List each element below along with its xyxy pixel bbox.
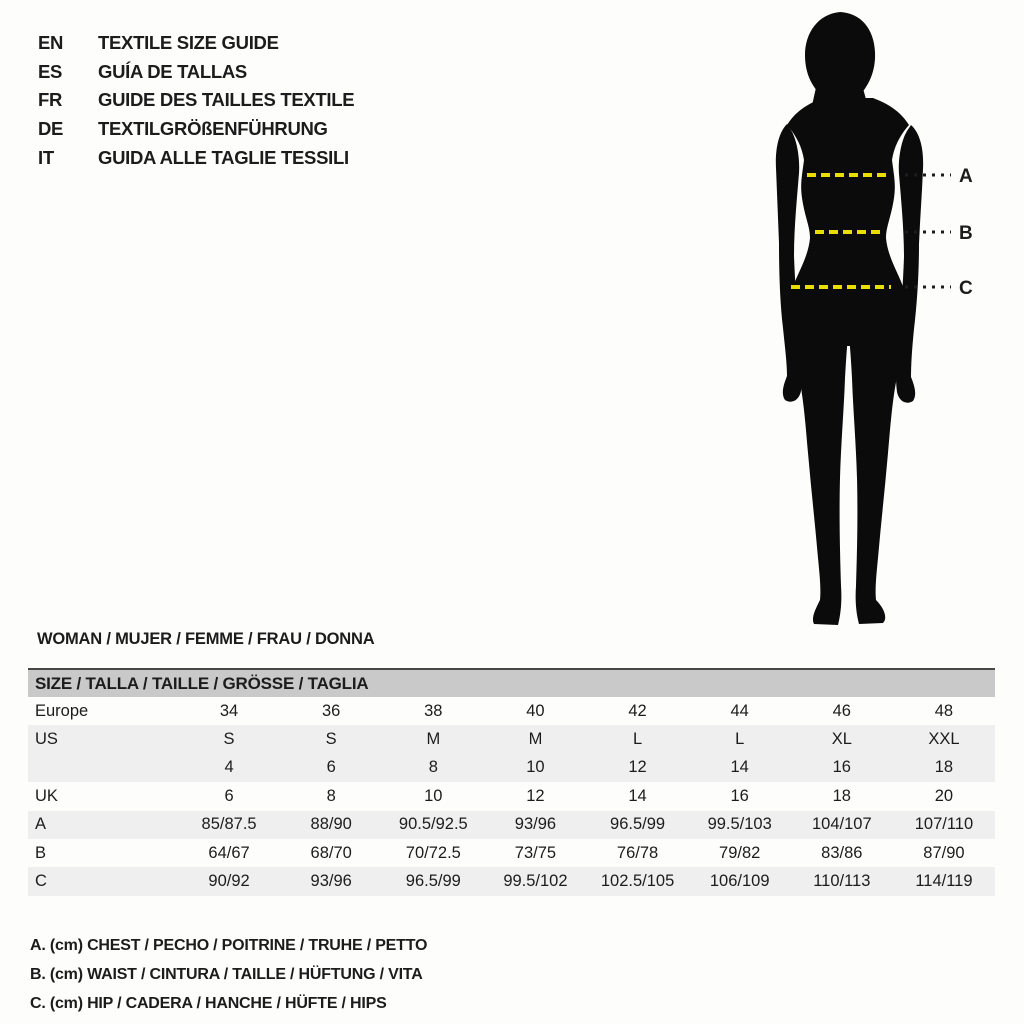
size-cell: 93/96 (514, 815, 557, 834)
legend-line: C. (cm) HIP / CADERA / HANCHE / HÜFTE / HIPS (30, 994, 387, 1012)
language-code: ES (38, 60, 63, 82)
language-title: GUIDE DES TAILLES TEXTILE (98, 89, 355, 111)
size-cell: 8 (326, 786, 336, 805)
size-cell: 83/86 (821, 843, 863, 862)
section-title-woman: WOMAN / MUJER / FEMME / FRAU / DONNA (37, 630, 375, 648)
size-guide-figure (745, 8, 980, 633)
chest-label: A (959, 166, 973, 187)
size-cell: 88/90 (310, 815, 352, 834)
size-cell: 70/72.5 (405, 843, 461, 862)
size-cell: 102.5/105 (600, 872, 675, 891)
size-cell: 90.5/92.5 (398, 815, 468, 834)
size-cell: 14 (628, 786, 647, 805)
size-cell: 12 (628, 758, 647, 777)
size-cell: 90/92 (208, 872, 250, 891)
size-cell: M (528, 730, 543, 749)
size-cell: 10 (526, 758, 545, 777)
row-label: A (35, 815, 47, 834)
size-cell: 8 (428, 758, 438, 777)
size-cell: 99.5/102 (503, 872, 568, 891)
size-cell: 99.5/103 (707, 815, 772, 834)
size-cell: 48 (934, 701, 954, 720)
language-row (38, 115, 354, 144)
language-title: TEXTILE SIZE GUIDE (98, 32, 279, 54)
table-row (28, 867, 995, 895)
size-cell: 34 (219, 701, 239, 720)
size-cell: 87/90 (923, 843, 965, 862)
size-cell: 73/75 (514, 843, 557, 862)
language-title-block (38, 29, 354, 172)
size-cell: 14 (730, 758, 749, 777)
size-cell: XXL (928, 730, 960, 749)
table-row (28, 725, 995, 753)
size-cell: 42 (628, 701, 647, 720)
size-cell: 107/110 (914, 815, 974, 834)
size-table-body (28, 697, 995, 896)
size-cell: 68/70 (310, 843, 352, 862)
size-cell: 16 (832, 758, 851, 777)
size-cell: 110/113 (813, 872, 871, 891)
table-row (28, 782, 995, 810)
size-cell: 4 (224, 758, 234, 777)
size-cell: 104/107 (811, 815, 872, 834)
size-cell: 44 (730, 701, 749, 720)
table-row (28, 811, 995, 839)
language-code: DE (38, 118, 64, 140)
size-cell: 93/96 (310, 872, 352, 891)
row-label: UK (35, 786, 58, 805)
size-cell: 79/82 (719, 843, 761, 862)
measurement-legend (30, 931, 427, 1018)
woman-silhouette-svg (745, 8, 980, 633)
size-cell: 6 (326, 758, 336, 777)
size-cell: 46 (832, 701, 851, 720)
legend-line: A. (cm) CHEST / PECHO / POITRINE / TRUHE / PETTO (30, 936, 428, 954)
silhouette-left-leg (787, 303, 848, 625)
size-table (28, 668, 995, 896)
language-row (38, 29, 354, 58)
size-cell: 106/109 (709, 872, 770, 891)
waist-label: B (959, 223, 973, 244)
size-cell: 85/87.5 (201, 815, 257, 834)
woman-silhouette (776, 12, 923, 625)
size-cell: 40 (526, 701, 545, 720)
language-code: FR (38, 89, 63, 111)
language-code: IT (38, 146, 54, 168)
size-cell: XL (831, 730, 852, 749)
size-cell: 18 (832, 786, 851, 805)
size-cell: S (223, 730, 235, 749)
language-row (38, 58, 354, 87)
table-row (28, 754, 995, 782)
size-cell: 6 (224, 786, 234, 805)
hip-label: C (959, 278, 973, 299)
size-table-header: SIZE / TALLA / TAILLE / GRÖSSE / TAGLIA (28, 670, 995, 697)
language-code: EN (38, 32, 64, 54)
size-cell: S (325, 730, 337, 749)
row-label: B (35, 843, 47, 862)
size-cell: 96.5/99 (610, 815, 666, 834)
size-cell: 10 (424, 786, 443, 805)
size-cell: 36 (322, 701, 341, 720)
size-cell: 16 (730, 786, 749, 805)
legend-line: B. (cm) WAIST / CINTURA / TAILLE / HÜFTUNG / VITA (30, 965, 423, 983)
table-row (28, 839, 995, 867)
size-cell: 12 (526, 786, 545, 805)
language-title: GUIDA ALLE TAGLIE TESSILI (98, 146, 349, 168)
size-cell: 20 (934, 786, 954, 805)
silhouette-torso (787, 98, 909, 346)
size-cell: 18 (934, 758, 954, 777)
size-cell: 76/78 (616, 843, 659, 862)
size-cell: L (735, 730, 745, 749)
size-cell: L (632, 730, 643, 749)
language-row (38, 143, 354, 172)
row-label: C (35, 872, 47, 891)
size-cell: 64/67 (208, 843, 250, 862)
size-cell: 96.5/99 (405, 872, 461, 891)
row-label: US (35, 730, 58, 749)
row-label: Europe (35, 701, 89, 720)
language-title: TEXTILGRÖßENFÜHRUNG (98, 118, 328, 140)
size-cell: 38 (424, 701, 443, 720)
size-cell: M (426, 730, 441, 749)
silhouette-right-leg (849, 303, 909, 624)
size-cell: 114/119 (915, 872, 973, 891)
language-row (38, 86, 354, 115)
language-title: GUÍA DE TALLAS (98, 60, 247, 82)
table-row (28, 697, 995, 725)
